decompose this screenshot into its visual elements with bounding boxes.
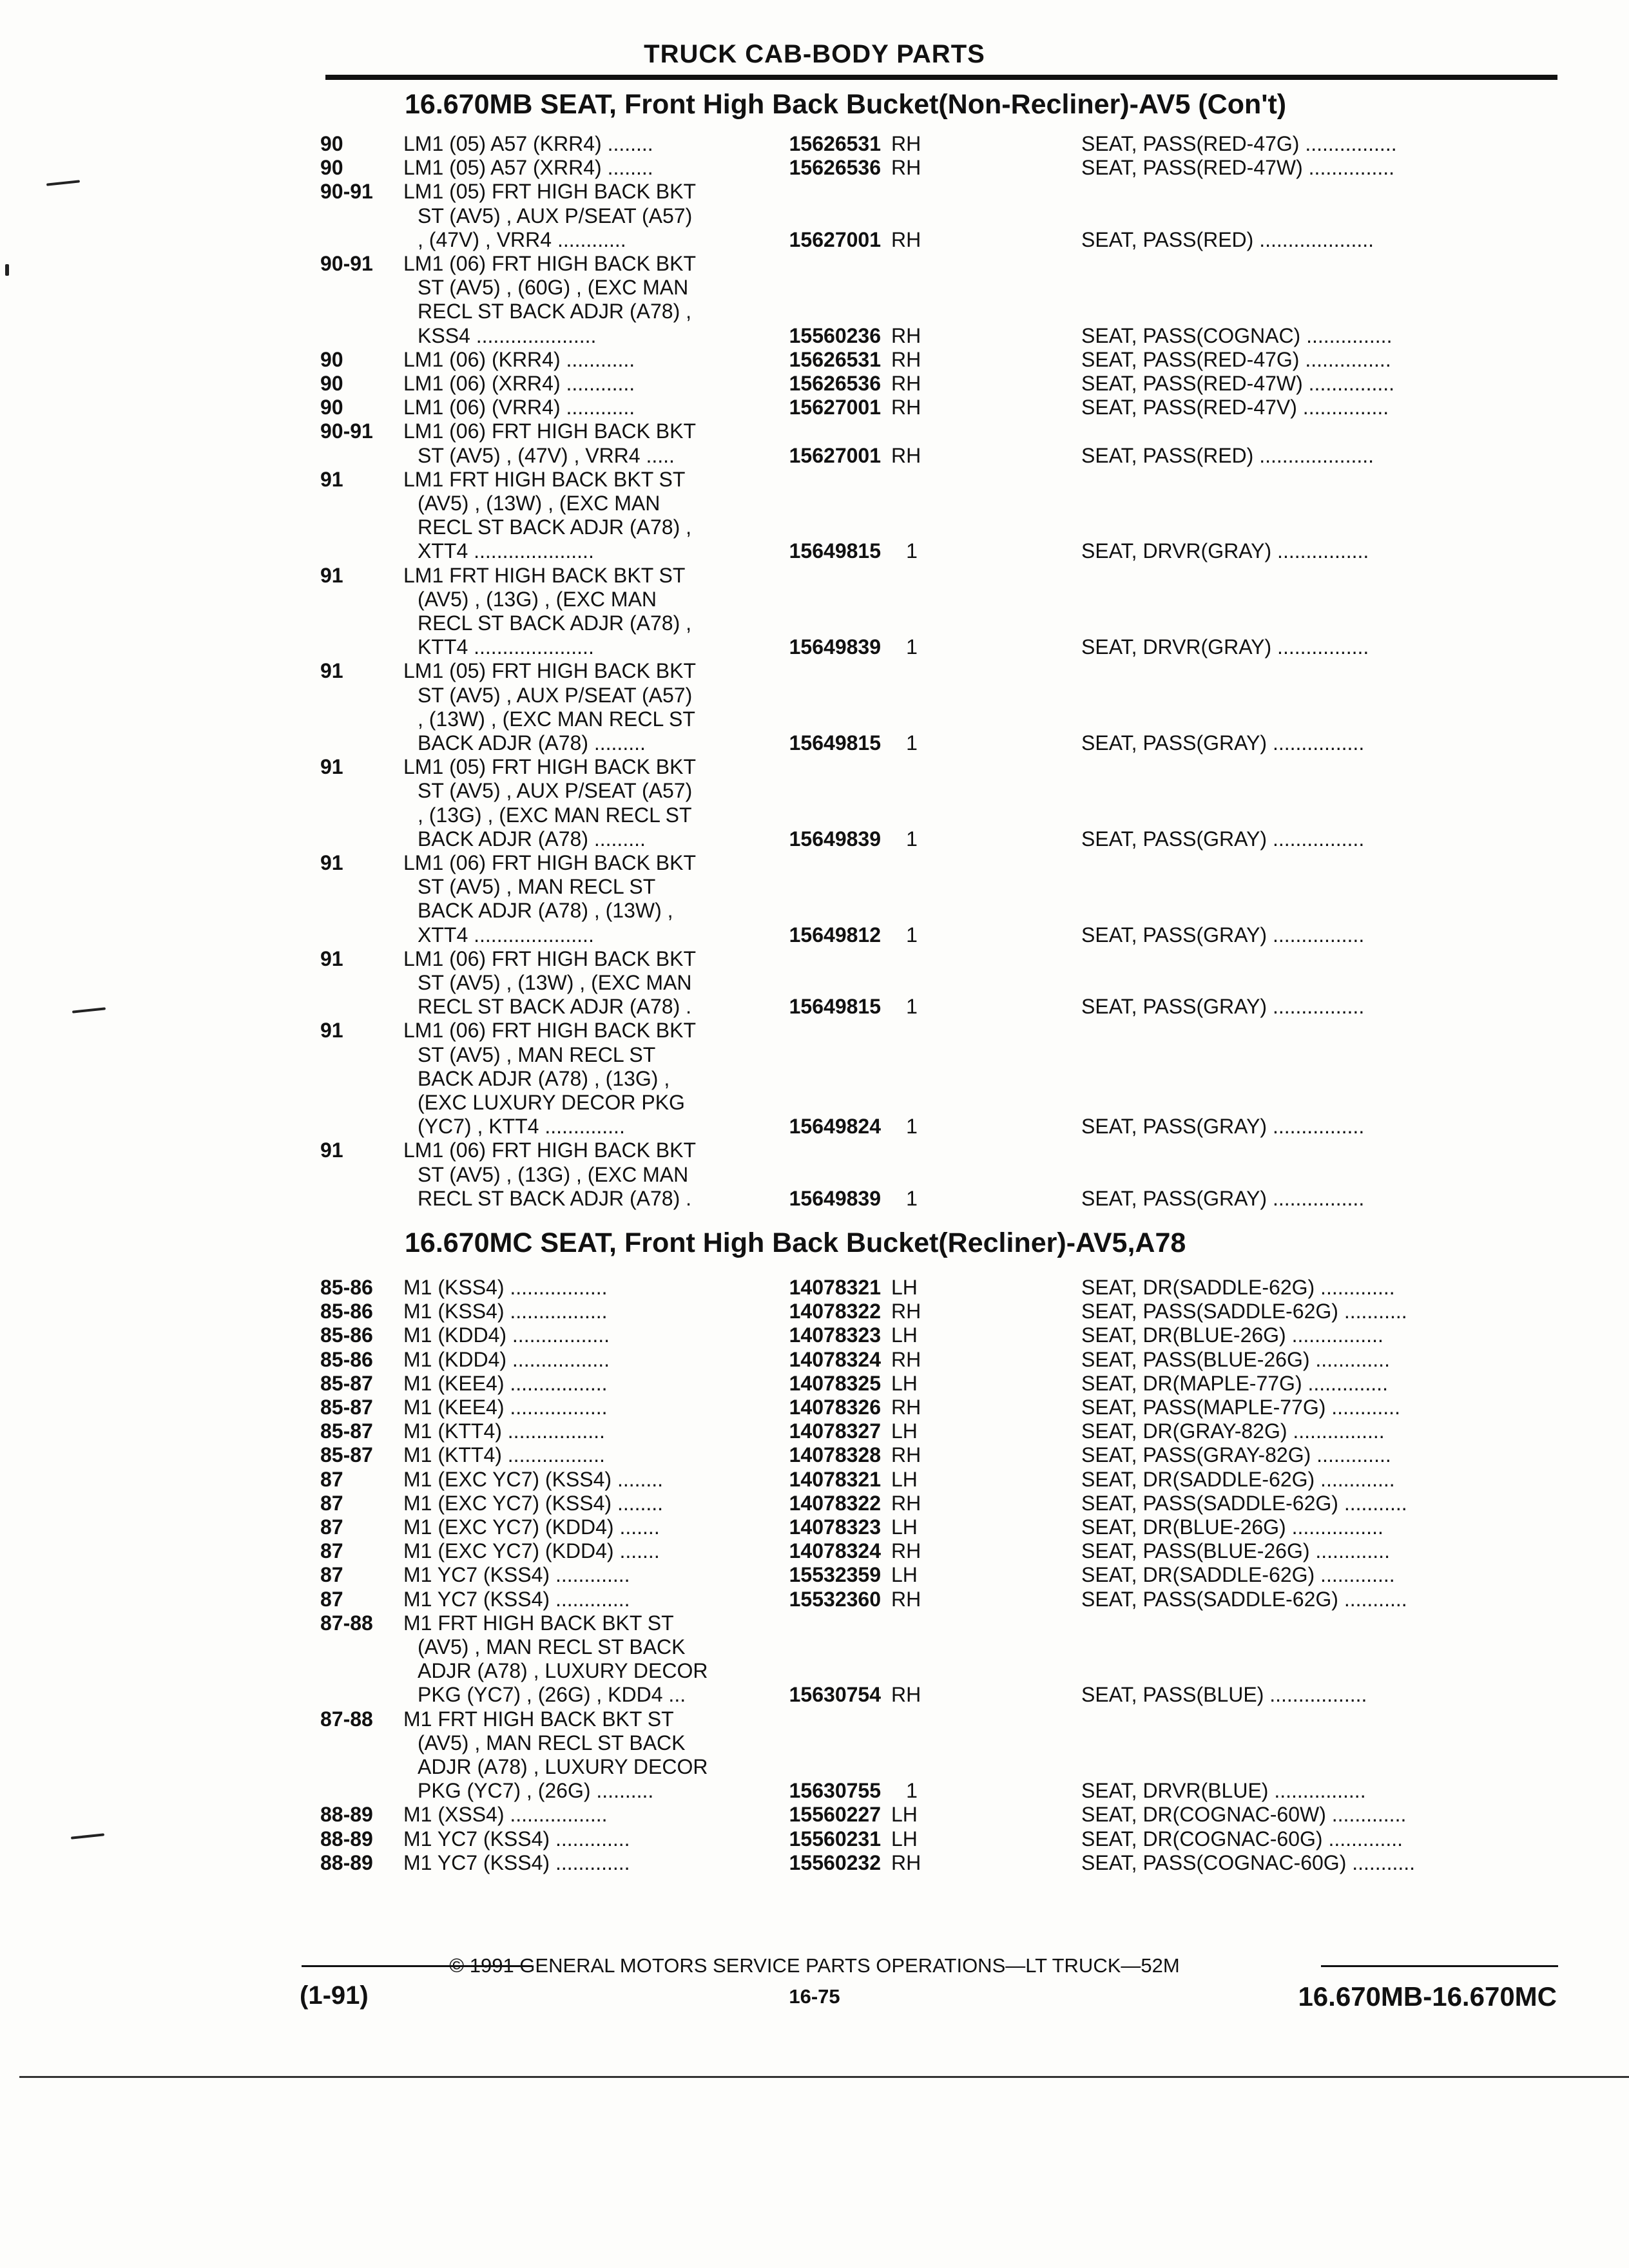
model-year: 87 xyxy=(320,1587,343,1611)
application-line: M1 (KEE4) ................. xyxy=(403,1396,608,1419)
quantity-or-side: LH xyxy=(891,1467,918,1491)
part-number: 15649839 xyxy=(789,1186,881,1210)
model-year: 91 xyxy=(320,755,343,779)
part-description: SEAT, PASS(RED-47G) ............... xyxy=(1081,347,1391,371)
application-line: BACK ADJR (A78) , (13W) , xyxy=(418,899,673,923)
application-line: ST (AV5) , AUX P/SEAT (A57) xyxy=(418,204,693,227)
part-number: 15649815 xyxy=(789,731,881,754)
model-year: 90-91 xyxy=(320,252,373,275)
part-number: 14078324 xyxy=(789,1539,881,1563)
model-year: 85-87 xyxy=(320,1396,373,1419)
part-description: SEAT, PASS(RED-47V) ............... xyxy=(1081,396,1389,419)
quantity-or-side: 1 xyxy=(906,635,918,659)
model-year: 87-88 xyxy=(320,1611,373,1635)
model-year: 90-91 xyxy=(320,419,373,443)
model-year: 85-87 xyxy=(320,1371,373,1395)
part-number: 15626531 xyxy=(789,132,881,155)
model-year: 91 xyxy=(320,1019,343,1043)
part-description: SEAT, DR(MAPLE-77G) .............. xyxy=(1081,1371,1388,1395)
application-line: M1 (EXC YC7) (KSS4) ........ xyxy=(403,1467,664,1491)
application-line: , (13W) , (EXC MAN RECL ST xyxy=(418,707,695,731)
application-line: M1 FRT HIGH BACK BKT ST xyxy=(403,1707,674,1731)
part-number: 14078322 xyxy=(789,1491,881,1515)
application-line: LM1 (05) FRT HIGH BACK BKT xyxy=(403,180,697,204)
part-description: SEAT, PASS(SADDLE-62G) ........... xyxy=(1081,1587,1407,1611)
application-line: ST (AV5) , AUX P/SEAT (A57) xyxy=(418,683,693,707)
application-line: M1 (KEE4) ................. xyxy=(403,1371,608,1395)
application-line: LM1 (06) FRT HIGH BACK BKT xyxy=(403,1139,697,1162)
part-description: SEAT, PASS(RED-47W) ............... xyxy=(1081,156,1395,180)
application-line: LM1 (05) A57 (KRR4) ........ xyxy=(403,132,653,155)
model-year: 90 xyxy=(320,396,343,419)
quantity-or-side: RH xyxy=(891,372,921,395)
application-line: M1 (EXC YC7) (KDD4) ....... xyxy=(403,1515,660,1539)
quantity-or-side: 1 xyxy=(906,731,918,754)
part-number: 15649839 xyxy=(789,635,881,659)
application-line: KTT4 ..................... xyxy=(418,635,594,659)
part-description: SEAT, PASS(GRAY) ................ xyxy=(1081,1186,1365,1210)
application-line: (AV5) , (13W) , (EXC MAN xyxy=(418,491,660,515)
quantity-or-side: RH xyxy=(891,396,921,419)
quantity-or-side: 1 xyxy=(906,1779,918,1803)
application-line: ADJR (A78) , LUXURY DECOR xyxy=(418,1659,708,1683)
footer-copyright: © 1991 GENERAL MOTORS SERVICE PARTS OPERATIONS—LT TRUCK—52M xyxy=(449,1954,1180,1977)
part-description: SEAT, PASS(BLUE-26G) ............. xyxy=(1081,1347,1390,1371)
application-line: BACK ADJR (A78) , (13G) , xyxy=(418,1066,670,1090)
part-description: SEAT, PASS(GRAY) ................ xyxy=(1081,923,1365,947)
part-description: SEAT, DR(BLUE-26G) ................ xyxy=(1081,1323,1383,1347)
part-number: 15560232 xyxy=(789,1850,881,1874)
quantity-or-side: RH xyxy=(891,443,921,467)
model-year: 90-91 xyxy=(320,180,373,204)
part-number: 15649812 xyxy=(789,923,881,947)
section-title: 16.670MC SEAT, Front High Back Bucket(Recliner)-AV5,A78 xyxy=(405,1227,1186,1258)
part-number: 14078326 xyxy=(789,1396,881,1419)
application-line: BACK ADJR (A78) ......... xyxy=(418,731,646,754)
application-line: M1 (EXC YC7) (KSS4) ........ xyxy=(403,1491,664,1515)
part-description: SEAT, DR(SADDLE-62G) ............. xyxy=(1081,1467,1395,1491)
application-line: LM1 (06) FRT HIGH BACK BKT xyxy=(403,419,697,443)
application-line: ST (AV5) , AUX P/SEAT (A57) xyxy=(418,779,693,803)
part-description: SEAT, PASS(SADDLE-62G) ........... xyxy=(1081,1491,1407,1515)
application-line: ST (AV5) , (13G) , (EXC MAN xyxy=(418,1162,689,1186)
model-year: 90 xyxy=(320,132,343,155)
quantity-or-side: LH xyxy=(891,1515,918,1539)
footer-page-number: 16-75 xyxy=(789,1985,840,2008)
model-year: 88-89 xyxy=(320,1803,373,1827)
page-bottom-edge xyxy=(19,2076,1629,2078)
part-description: SEAT, PASS(RED) .................... xyxy=(1081,443,1374,467)
part-description: SEAT, PASS(RED-47W) ............... xyxy=(1081,372,1395,395)
application-line: RECL ST BACK ADJR (A78) , xyxy=(418,515,692,539)
application-line: M1 (KSS4) ................. xyxy=(403,1300,608,1323)
model-year: 85-86 xyxy=(320,1323,373,1347)
model-year: 85-87 xyxy=(320,1419,373,1443)
part-number: 14078323 xyxy=(789,1323,881,1347)
model-year: 85-86 xyxy=(320,1347,373,1371)
quantity-or-side: RH xyxy=(891,347,921,371)
part-description: SEAT, DR(GRAY-82G) ................ xyxy=(1081,1419,1385,1443)
page-header-title: TRUCK CAB-BODY PARTS xyxy=(644,40,985,68)
margin-mark xyxy=(46,180,80,186)
application-line: LM1 (05) FRT HIGH BACK BKT xyxy=(403,755,697,779)
quantity-or-side: RH xyxy=(891,1850,921,1874)
part-number: 15627001 xyxy=(789,443,881,467)
quantity-or-side: LH xyxy=(891,1419,918,1443)
application-line: LM1 (05) A57 (XRR4) ........ xyxy=(403,156,653,180)
model-year: 91 xyxy=(320,467,343,491)
quantity-or-side: LH xyxy=(891,1827,918,1850)
part-number: 15560231 xyxy=(789,1827,881,1850)
application-line: LM1 (05) FRT HIGH BACK BKT xyxy=(403,659,697,683)
part-number: 14078325 xyxy=(789,1371,881,1395)
part-description: SEAT, PASS(RED-47G) ................ xyxy=(1081,132,1397,155)
application-line: LM1 (06) (XRR4) ............ xyxy=(403,372,635,395)
quantity-or-side: RH xyxy=(891,132,921,155)
application-line: ST (AV5) , MAN RECL ST xyxy=(418,875,656,899)
part-number: 14078327 xyxy=(789,1419,881,1443)
application-line: XTT4 ..................... xyxy=(418,539,594,563)
part-description: SEAT, DRVR(BLUE) ................ xyxy=(1081,1779,1366,1803)
part-description: SEAT, PASS(GRAY) ................ xyxy=(1081,731,1365,754)
part-number: 15630755 xyxy=(789,1779,881,1803)
part-number: 15626536 xyxy=(789,372,881,395)
application-line: ST (AV5) , MAN RECL ST xyxy=(418,1043,656,1066)
quantity-or-side: RH xyxy=(891,1347,921,1371)
application-line: M1 (XSS4) ................. xyxy=(403,1803,608,1827)
application-line: RECL ST BACK ADJR (A78) , xyxy=(418,611,692,635)
application-line: LM1 FRT HIGH BACK BKT ST xyxy=(403,467,686,491)
application-line: LM1 (06) FRT HIGH BACK BKT xyxy=(403,1019,697,1043)
model-year: 91 xyxy=(320,563,343,587)
application-line: ADJR (A78) , LUXURY DECOR xyxy=(418,1754,708,1778)
model-year: 87 xyxy=(320,1539,343,1563)
part-description: SEAT, PASS(GRAY) ................ xyxy=(1081,1115,1365,1139)
quantity-or-side: RH xyxy=(891,156,921,180)
quantity-or-side: 1 xyxy=(906,995,918,1019)
part-number: 14078324 xyxy=(789,1347,881,1371)
application-line: M1 (EXC YC7) (KDD4) ....... xyxy=(403,1539,660,1563)
application-line: M1 (KTT4) ................. xyxy=(403,1443,605,1467)
section-title: 16.670MB SEAT, Front High Back Bucket(Non-Recliner)-AV5 (Con't) xyxy=(405,89,1287,120)
application-line: PKG (YC7) , (26G) , KDD4 ... xyxy=(418,1683,686,1707)
application-line: M1 YC7 (KSS4) ............. xyxy=(403,1850,630,1874)
model-year: 91 xyxy=(320,947,343,970)
part-number: 15649824 xyxy=(789,1115,881,1139)
model-year: 90 xyxy=(320,156,343,180)
model-year: 87-88 xyxy=(320,1707,373,1731)
quantity-or-side: RH xyxy=(891,1300,921,1323)
quantity-or-side: RH xyxy=(891,1683,921,1707)
application-line: M1 YC7 (KSS4) ............. xyxy=(403,1563,630,1587)
application-line: (AV5) , MAN RECL ST BACK xyxy=(418,1635,686,1658)
application-line: XTT4 ..................... xyxy=(418,923,594,947)
margin-mark xyxy=(71,1833,104,1839)
part-description: SEAT, PASS(RED) .................... xyxy=(1081,227,1374,251)
model-year: 87 xyxy=(320,1467,343,1491)
application-line: LM1 (06) FRT HIGH BACK BKT xyxy=(403,252,697,275)
part-description: SEAT, PASS(BLUE) ................. xyxy=(1081,1683,1367,1707)
part-description: SEAT, PASS(GRAY-82G) ............. xyxy=(1081,1443,1391,1467)
margin-mark xyxy=(5,264,9,276)
application-line: M1 (KDD4) ................. xyxy=(403,1347,610,1371)
application-line: , (47V) , VRR4 ............ xyxy=(418,227,626,251)
application-line: RECL ST BACK ADJR (A78) , xyxy=(418,300,692,323)
application-line: RECL ST BACK ADJR (A78) . xyxy=(418,1186,692,1210)
application-line: KSS4 ..................... xyxy=(418,323,597,347)
quantity-or-side: 1 xyxy=(906,1115,918,1139)
application-line: (EXC LUXURY DECOR PKG xyxy=(418,1090,685,1114)
application-line: PKG (YC7) , (26G) .......... xyxy=(418,1779,654,1803)
application-line: LM1 (06) (KRR4) ............ xyxy=(403,347,635,371)
part-number: 15532359 xyxy=(789,1563,881,1587)
part-number: 15649815 xyxy=(789,539,881,563)
part-description: SEAT, DR(SADDLE-62G) ............. xyxy=(1081,1563,1395,1587)
part-description: SEAT, PASS(MAPLE-77G) ............ xyxy=(1081,1396,1400,1419)
quantity-or-side: LH xyxy=(891,1323,918,1347)
quantity-or-side: RH xyxy=(891,1443,921,1467)
model-year: 87 xyxy=(320,1491,343,1515)
quantity-or-side: 1 xyxy=(906,923,918,947)
part-description: SEAT, DR(BLUE-26G) ................ xyxy=(1081,1515,1383,1539)
application-line: BACK ADJR (A78) ......... xyxy=(418,827,646,850)
quantity-or-side: RH xyxy=(891,227,921,251)
model-year: 85-86 xyxy=(320,1276,373,1299)
quantity-or-side: RH xyxy=(891,1491,921,1515)
model-year: 85-87 xyxy=(320,1443,373,1467)
part-description: SEAT, PASS(SADDLE-62G) ........... xyxy=(1081,1300,1407,1323)
part-number: 15630754 xyxy=(789,1683,881,1707)
quantity-or-side: LH xyxy=(891,1371,918,1395)
part-number: 15560236 xyxy=(789,323,881,347)
part-description: SEAT, PASS(GRAY) ................ xyxy=(1081,827,1365,850)
margin-mark xyxy=(72,1007,106,1013)
application-line: , (13G) , (EXC MAN RECL ST xyxy=(418,803,692,827)
application-line: (AV5) , (13G) , (EXC MAN xyxy=(418,587,657,611)
model-year: 85-86 xyxy=(320,1300,373,1323)
part-description: SEAT, DR(COGNAC-60G) ............. xyxy=(1081,1827,1403,1850)
model-year: 91 xyxy=(320,851,343,874)
application-line: ST (AV5) , (47V) , VRR4 ..... xyxy=(418,443,675,467)
part-number: 15626531 xyxy=(789,347,881,371)
quantity-or-side: RH xyxy=(891,323,921,347)
footer-date: (1-91) xyxy=(300,1981,369,2010)
part-description: SEAT, DR(SADDLE-62G) ............. xyxy=(1081,1276,1395,1299)
part-description: SEAT, DR(COGNAC-60W) ............. xyxy=(1081,1803,1407,1827)
quantity-or-side: LH xyxy=(891,1803,918,1827)
application-line: LM1 (06) FRT HIGH BACK BKT xyxy=(403,851,697,874)
part-description: SEAT, PASS(COGNAC-60G) ........... xyxy=(1081,1850,1416,1874)
quantity-or-side: 1 xyxy=(906,539,918,563)
part-number: 15560227 xyxy=(789,1803,881,1827)
part-number: 14078321 xyxy=(789,1276,881,1299)
part-number: 15649815 xyxy=(789,995,881,1019)
part-number: 14078328 xyxy=(789,1443,881,1467)
part-number: 15627001 xyxy=(789,396,881,419)
application-line: M1 (KSS4) ................. xyxy=(403,1276,608,1299)
part-number: 15532360 xyxy=(789,1587,881,1611)
application-line: (YC7) , KTT4 .............. xyxy=(418,1115,625,1139)
model-year: 88-89 xyxy=(320,1850,373,1874)
part-description: SEAT, PASS(COGNAC) ............... xyxy=(1081,323,1393,347)
application-line: M1 FRT HIGH BACK BKT ST xyxy=(403,1611,674,1635)
model-year: 90 xyxy=(320,372,343,395)
application-line: LM1 FRT HIGH BACK BKT ST xyxy=(403,563,686,587)
part-description: SEAT, PASS(BLUE-26G) ............. xyxy=(1081,1539,1390,1563)
application-line: ST (AV5) , (13W) , (EXC MAN xyxy=(418,970,692,994)
quantity-or-side: 1 xyxy=(906,1186,918,1210)
application-line: M1 YC7 (KSS4) ............. xyxy=(403,1827,630,1850)
model-year: 91 xyxy=(320,659,343,683)
model-year: 87 xyxy=(320,1563,343,1587)
application-line: LM1 (06) FRT HIGH BACK BKT xyxy=(403,947,697,970)
model-year: 87 xyxy=(320,1515,343,1539)
quantity-or-side: LH xyxy=(891,1276,918,1299)
application-line: ST (AV5) , (60G) , (EXC MAN xyxy=(418,276,689,300)
part-number: 14078322 xyxy=(789,1300,881,1323)
part-number: 14078321 xyxy=(789,1467,881,1491)
part-number: 15649839 xyxy=(789,827,881,850)
quantity-or-side: LH xyxy=(891,1563,918,1587)
application-line: M1 (KTT4) ................. xyxy=(403,1419,605,1443)
part-number: 15627001 xyxy=(789,227,881,251)
part-description: SEAT, DRVR(GRAY) ................ xyxy=(1081,635,1369,659)
quantity-or-side: RH xyxy=(891,1539,921,1563)
part-description: SEAT, PASS(GRAY) ................ xyxy=(1081,995,1365,1019)
model-year: 88-89 xyxy=(320,1827,373,1850)
application-line: M1 (KDD4) ................. xyxy=(403,1323,610,1347)
model-year: 90 xyxy=(320,347,343,371)
quantity-or-side: RH xyxy=(891,1587,921,1611)
quantity-or-side: 1 xyxy=(906,827,918,850)
application-line: M1 YC7 (KSS4) ............. xyxy=(403,1587,630,1611)
part-number: 14078323 xyxy=(789,1515,881,1539)
application-line: RECL ST BACK ADJR (A78) . xyxy=(418,995,692,1019)
footer-section-range: 16.670MB-16.670MC xyxy=(1298,1981,1557,2012)
quantity-or-side: RH xyxy=(891,1396,921,1419)
application-line: LM1 (06) (VRR4) ............ xyxy=(403,396,635,419)
header-rule xyxy=(325,75,1557,80)
part-description: SEAT, DRVR(GRAY) ................ xyxy=(1081,539,1369,563)
application-line: (AV5) , MAN RECL ST BACK xyxy=(418,1731,686,1754)
model-year: 91 xyxy=(320,1139,343,1162)
part-number: 15626536 xyxy=(789,156,881,180)
